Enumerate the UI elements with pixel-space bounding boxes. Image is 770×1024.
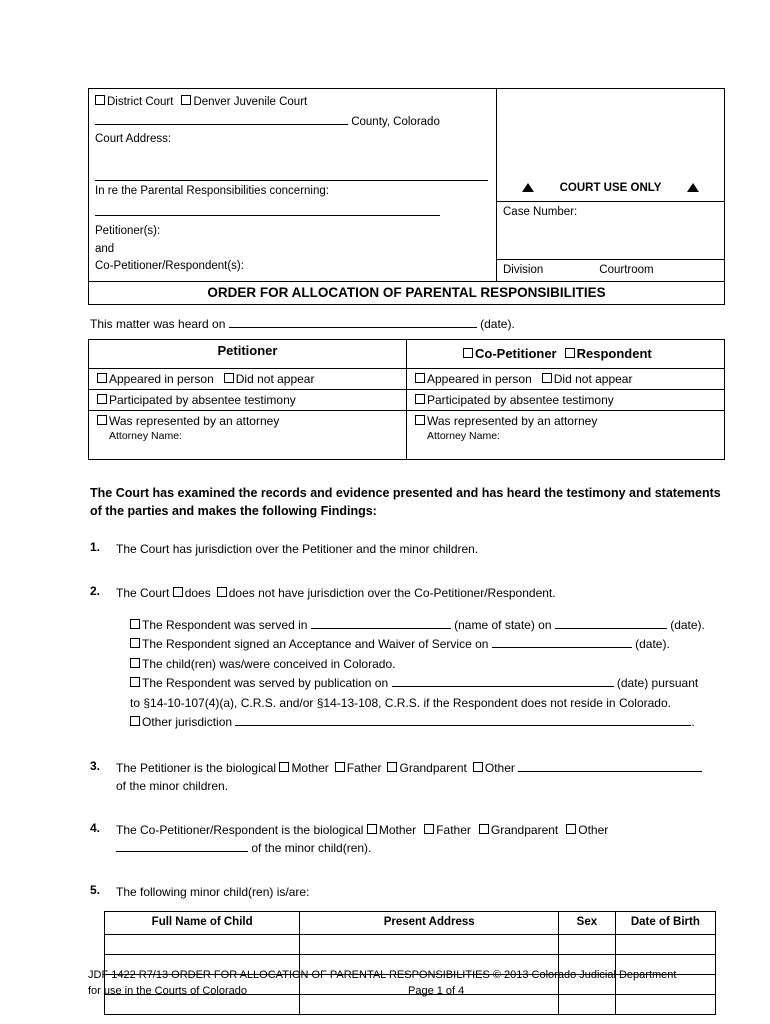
- matter-heard-line: [90, 316, 725, 331]
- petitioner-absentee-cell: [89, 389, 407, 410]
- petitioner-mother-label: Mother: [291, 760, 329, 775]
- finding-2-sub-served-in-state: [130, 616, 725, 635]
- respondent-absentee-cell: [407, 389, 725, 410]
- case-number-label: Case Number:: [503, 206, 578, 218]
- finding-2-lead: [116, 584, 725, 602]
- respondent-other-label: Other: [578, 822, 609, 837]
- respondent-represented-label: Was represented by an attorney: [427, 413, 598, 428]
- petitioner-attorney-name-field[interactable]: [97, 428, 400, 456]
- finding-2-sub-conceived-in-colorado: [130, 655, 725, 674]
- checkbox-respondent-appeared[interactable]: [415, 373, 425, 383]
- court-address-label: Court Address:: [95, 133, 172, 146]
- in-re-label: In re the Parental Responsibilities concerning:: [95, 184, 329, 197]
- page-title: ORDER FOR ALLOCATION OF PARENTAL RESPONSIBILITIES: [88, 282, 725, 305]
- finding-5-number: 5.: [90, 882, 101, 897]
- court-address-input[interactable]: [95, 166, 488, 181]
- cell-full-name[interactable]: [105, 934, 300, 954]
- in-re-row: [95, 184, 488, 200]
- served-by-publication-label-b: (date) pursuant: [616, 676, 699, 691]
- petitioner-grandparent-label: Grandparent: [399, 760, 467, 775]
- finding-item-3: [88, 759, 725, 795]
- court-use-only-column: [497, 89, 724, 281]
- checkbox-respondent-did-not-appear[interactable]: [542, 373, 552, 383]
- respondent-appeared-label: Appeared in person: [427, 371, 532, 386]
- column-header-sex: Sex: [559, 911, 616, 934]
- served-in-state-label-b: (name of state) on: [454, 617, 552, 632]
- finding-4-tail-row: [116, 839, 725, 857]
- checkbox-conceived-in-colorado[interactable]: [130, 658, 140, 668]
- triangle-right-icon: [687, 183, 699, 192]
- checkbox-petitioner-appeared[interactable]: [97, 373, 107, 383]
- and-label: and: [95, 242, 115, 255]
- petitioner-attorney-cell: [89, 410, 407, 459]
- court-use-only-banner: [497, 181, 724, 197]
- checkbox-denver-juvenile-court[interactable]: [181, 95, 191, 105]
- petitioner-row: [95, 224, 488, 240]
- hearing-date-input[interactable]: [229, 316, 477, 328]
- petitioner-did-not-appear-label: Did not appear: [235, 371, 315, 386]
- cell-sex[interactable]: [559, 934, 616, 954]
- checkbox-acceptance-waiver[interactable]: [130, 638, 140, 648]
- finding-2-sub-served-by-publication: [130, 674, 725, 713]
- column-header-present-address: Present Address: [300, 911, 559, 934]
- checkbox-petitioner-other[interactable]: [473, 762, 483, 772]
- finding-2-option-does-not: does not have jurisdiction over the Co-Petitioner/Respondent.: [228, 585, 556, 600]
- state-name-input[interactable]: [311, 617, 451, 629]
- respondent-other-input[interactable]: [116, 840, 248, 852]
- petitioner-other-input[interactable]: [518, 760, 702, 772]
- division-courtroom-row[interactable]: [497, 259, 724, 281]
- and-row: [95, 242, 488, 258]
- finding-3-tail: of the minor children.: [116, 778, 229, 793]
- children-header-row: [105, 911, 716, 934]
- cell-present-address[interactable]: [300, 934, 559, 954]
- findings-heading: The Court has examined the records and evidence presented and has heard the testimony and statements of the parties and makes the following Findings:: [90, 485, 721, 518]
- checkbox-respondent-absentee-testimony[interactable]: [415, 394, 425, 404]
- table-row-attorney: [89, 410, 725, 459]
- petitioner-appeared-label: Appeared in person: [109, 371, 214, 386]
- finding-2-lead-prefix: The Court: [116, 585, 170, 600]
- footer-line-2-row: [88, 984, 725, 1000]
- publication-date-input[interactable]: [392, 675, 614, 687]
- acceptance-waiver-date-input[interactable]: [492, 636, 632, 648]
- caption-left-column: [89, 89, 497, 281]
- copetitioner-header-label: Co-Petitioner: [475, 345, 557, 361]
- court-address-row: [95, 132, 488, 148]
- finding-3-lead-row: [116, 759, 725, 777]
- county-input[interactable]: [95, 113, 348, 125]
- finding-3-number: 3.: [90, 758, 101, 773]
- checkbox-petitioner-absentee-testimony[interactable]: [97, 394, 107, 404]
- party-header-row: [89, 339, 725, 368]
- checkbox-served-in-state[interactable]: [130, 619, 140, 629]
- finding-4-lead-row: [116, 821, 725, 839]
- finding-4-body: [116, 821, 725, 857]
- copetitioner-row: [95, 259, 488, 275]
- page-number: Page 1 of 4: [408, 984, 465, 997]
- respondent-column-header: [407, 339, 725, 368]
- respondent-absentee-label: Participated by absentee testimony: [427, 392, 614, 407]
- county-row: [95, 113, 488, 131]
- page-footer: [88, 968, 725, 1000]
- petitioner-column-header: Petitioner: [89, 339, 407, 368]
- column-header-full-name: Full Name of Child: [105, 911, 300, 934]
- served-in-state-label-a: The Respondent was served in: [142, 617, 308, 632]
- finding-3-lead: The Petitioner is the biological: [116, 760, 277, 775]
- finding-item-2: [88, 584, 725, 733]
- finding-item-1: [88, 540, 725, 558]
- conceived-in-colorado-label: The child(ren) was/were conceived in Colorado.: [142, 656, 396, 671]
- checkbox-respondent-represented[interactable]: [415, 415, 425, 425]
- petitioner-attorney-name-label: Attorney Name:: [109, 429, 182, 442]
- respondent-attorney-cell: [407, 410, 725, 459]
- checkbox-petitioner-mother[interactable]: [279, 762, 289, 772]
- respondent-attorney-name-field[interactable]: [415, 428, 718, 456]
- checkbox-petitioner-did-not-appear[interactable]: [224, 373, 234, 383]
- finding-2-number: 2.: [90, 583, 101, 598]
- finding-4-tail: of the minor child(ren).: [251, 840, 372, 855]
- courtroom-label: Courtroom: [599, 264, 654, 277]
- checkbox-served-by-publication[interactable]: [130, 677, 140, 687]
- petitioner-absentee-label: Participated by absentee testimony: [109, 392, 296, 407]
- triangle-left-icon: [522, 183, 534, 192]
- respondent-appearance-cell: [407, 368, 725, 389]
- petitioner-father-label: Father: [346, 760, 382, 775]
- in-re-input[interactable]: [95, 201, 440, 216]
- table-row: [105, 934, 716, 954]
- petitioner-other-label: Other: [484, 760, 515, 775]
- matter-heard-prefix: This matter was heard on: [90, 316, 226, 331]
- petitioner-appearance-cell: [89, 368, 407, 389]
- served-in-state-label-c: (date).: [670, 617, 705, 632]
- respondent-grandparent-label: Grandparent: [490, 822, 559, 837]
- county-suffix-label: County, Colorado: [351, 115, 440, 128]
- finding-2-option-does: does: [184, 585, 211, 600]
- copetitioner-label: Co-Petitioner/Respondent(s):: [95, 260, 244, 273]
- checkbox-petitioner-represented[interactable]: [97, 415, 107, 425]
- party-appearance-table: [88, 339, 725, 460]
- respondent-father-label: Father: [436, 822, 471, 837]
- petitioner-label: Petitioner(s):: [95, 225, 161, 238]
- division-label: Division: [503, 264, 544, 277]
- checkbox-respondent-other[interactable]: [566, 824, 576, 834]
- checkbox-respondent-grandparent[interactable]: [479, 824, 489, 834]
- checkbox-respondent[interactable]: [565, 348, 575, 358]
- respondent-mother-label: Mother: [378, 822, 417, 837]
- checkbox-respondent-father[interactable]: [424, 824, 434, 834]
- served-by-publication-continuation: to §14-10-107(4)(a), C.R.S. and/or §14-13-108, C.R.S. if the Respondent does not reside in Colorado.: [130, 695, 671, 710]
- checkbox-copetitioner[interactable]: [463, 348, 473, 358]
- table-row-appearance: [89, 368, 725, 389]
- finding-item-4: [88, 821, 725, 857]
- finding-item-5: [88, 883, 725, 901]
- checkbox-court-does[interactable]: [173, 587, 183, 597]
- acceptance-waiver-label-b: (date).: [635, 637, 670, 652]
- checkbox-other-jurisdiction[interactable]: [130, 716, 140, 726]
- matter-heard-suffix: (date).: [480, 316, 515, 331]
- finding-3-body: [116, 759, 725, 795]
- served-by-publication-label-a: The Respondent was served by publication on: [142, 676, 389, 691]
- acceptance-waiver-label-a: The Respondent signed an Acceptance and Waiver of Service on: [142, 637, 489, 652]
- respondent-header-label: Respondent: [576, 345, 652, 361]
- respondent-attorney-name-label: Attorney Name:: [427, 429, 500, 442]
- cell-date-of-birth[interactable]: [615, 934, 715, 954]
- table-row-absentee: [89, 389, 725, 410]
- case-caption-box: [88, 88, 725, 282]
- finding-2-sub-other-jurisdiction: Other jurisdiction .: [130, 713, 725, 732]
- court-use-only-label: COURT USE ONLY: [559, 182, 662, 194]
- finding-4-lead: The Co-Petitioner/Respondent is the biological: [116, 822, 364, 837]
- footer-line-2: for use in the Courts of Colorado: [88, 984, 247, 997]
- finding-4-number: 4.: [90, 820, 101, 835]
- finding-5-text: The following minor child(ren) is/are:: [116, 884, 310, 899]
- checkbox-court-does-not[interactable]: [217, 587, 227, 597]
- finding-1-text: The Court has jurisdiction over the Petitioner and the minor children.: [116, 541, 479, 556]
- form-body: [88, 88, 725, 1015]
- finding-2-body: [116, 584, 725, 733]
- footer-line-1: JDF 1422 R7/13 ORDER FOR ALLOCATION OF PARENTAL RESPONSIBILITIES © 2013 Colorado Judicial Department: [88, 969, 677, 981]
- respondent-did-not-appear-label: Did not appear: [553, 371, 633, 386]
- checkbox-district-court[interactable]: [95, 95, 105, 105]
- other-jurisdiction-input[interactable]: [235, 714, 691, 726]
- petitioner-represented-label: Was represented by an attorney: [109, 413, 280, 428]
- checkbox-petitioner-grandparent[interactable]: [387, 762, 397, 772]
- court-option-district-label: District Court: [107, 96, 174, 108]
- finding-2-sub-acceptance-waiver: [130, 635, 725, 654]
- finding-1-number: 1.: [90, 539, 101, 554]
- checkbox-respondent-mother[interactable]: [367, 824, 377, 834]
- checkbox-petitioner-father[interactable]: [335, 762, 345, 772]
- court-type-row: [95, 95, 488, 111]
- column-header-date-of-birth: Date of Birth: [615, 911, 715, 934]
- other-jurisdiction-label: Other jurisdiction: [142, 715, 233, 730]
- case-number-field[interactable]: [497, 201, 724, 249]
- court-option-juvenile-label: Denver Juvenile Court: [193, 96, 308, 108]
- served-in-state-date-input[interactable]: [555, 617, 667, 629]
